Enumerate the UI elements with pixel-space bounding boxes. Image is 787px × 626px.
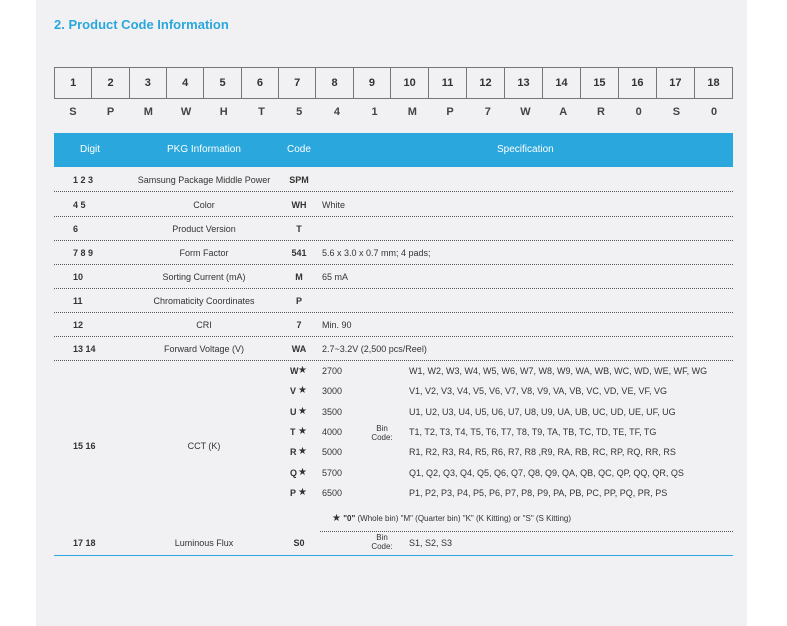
header-spec: Specification [497, 144, 554, 155]
star-icon: ★ [298, 405, 307, 417]
digit-cell: 16 [618, 68, 656, 99]
row-code: WA [291, 344, 307, 354]
cct-temp: 4000 [322, 426, 343, 437]
cct-code: Q [290, 467, 298, 478]
code-letter: S [672, 106, 681, 118]
spec-row [54, 288, 733, 313]
digit-cell: 5 [204, 68, 241, 99]
code-letter: W [180, 106, 192, 118]
cct-bins: R1, R2, R3, R4, R5, R6, R7, R8 ,R9, RA, RB, RC, RP, RQ, RR, RS [409, 447, 676, 458]
row-digit: 12 [73, 320, 84, 330]
row-pkg: CRI [196, 320, 212, 330]
row-pkg: Forward Voltage (V) [163, 344, 245, 354]
code-letter: 0 [711, 106, 718, 118]
digit-cell: 7 [279, 68, 316, 99]
row-pkg: Form Factor [179, 248, 229, 258]
code-row [54, 106, 733, 118]
row-pkg: Samsung Package Middle Power [137, 175, 271, 185]
code-letter: 7 [484, 106, 491, 118]
digit-cell: 2 [92, 68, 129, 99]
digit-cell: 6 [241, 68, 278, 99]
cct-pkg: CCT (K) [187, 441, 221, 451]
code-letter: A [559, 106, 568, 118]
code-letter: T [258, 106, 265, 118]
digit-cell: 17 [656, 68, 694, 99]
code-letter: H [219, 106, 228, 118]
cct-code: W [290, 366, 299, 376]
cct-bin-label: Bin Code: [371, 424, 393, 442]
cct-temp: 2700 [322, 366, 343, 376]
digit-cell: 10 [391, 68, 429, 99]
spec-row [54, 192, 733, 217]
cct-code: U [290, 406, 297, 417]
section-title: 2. Product Code Information [54, 17, 229, 32]
cct-temp: 3000 [322, 386, 343, 397]
flux-spec: S1, S2, S3 [409, 538, 453, 548]
row-digit: 6 [73, 224, 79, 234]
row-pkg: Color [193, 200, 215, 210]
row-digit: 7 8 9 [73, 248, 94, 258]
cct-note [332, 513, 571, 524]
code-letter: P [106, 106, 115, 118]
row-digit: 1 2 3 [73, 175, 94, 185]
header-digit: Digit [80, 144, 101, 155]
row-spec: Min. 90 [322, 320, 352, 330]
star-icon: ★ [298, 425, 307, 437]
flux-bin-label: Bin Code: [371, 533, 393, 551]
digit-cell: 4 [167, 68, 204, 99]
star-icon: ★ [298, 365, 307, 376]
note-rest: (Whole bin) "M" (Quarter bin) "K" (K Kitting) or "S" (S Kitting) [355, 514, 572, 523]
star-icon: ★ [298, 446, 307, 458]
spec-row [54, 167, 733, 192]
cct-row [54, 359, 733, 532]
cct-code: T [290, 426, 296, 437]
row-spec: 5.6 x 3.0 x 0.7 mm; 4 pads; [322, 248, 431, 258]
row-code: SPM [289, 175, 309, 185]
code-letter: 5 [296, 106, 303, 118]
row-digit: 10 [73, 272, 84, 282]
row-code: 7 [296, 320, 302, 330]
digit-table [54, 67, 733, 99]
row-code: 541 [291, 248, 307, 258]
code-letter: 0 [635, 106, 642, 118]
star-icon: ★ [298, 486, 307, 498]
digit-cell: 12 [467, 68, 505, 99]
cct-temp: 6500 [322, 487, 343, 498]
cct-bins: T1, T2, T3, T4, T5, T6, T7, T8, T9, TA, TB, TC, TD, TE, TF, TG [409, 426, 657, 437]
row-code: T [296, 224, 302, 234]
row-code: P [295, 296, 302, 306]
note-zero: "0" [343, 514, 356, 523]
spec-row [54, 216, 733, 241]
code-letter: 1 [371, 106, 378, 118]
row-pkg: Chromaticity Coordinates [153, 296, 255, 306]
row-spec: 65 mA [322, 272, 349, 282]
star-icon: ★ [298, 385, 307, 397]
row-code: M [295, 272, 303, 282]
cct-bins: W1, W2, W3, W4, W5, W6, W7, W8, W9, WA, WB, WC, WD, WE, WF, WG [409, 366, 708, 376]
flux-digit: 17 18 [73, 538, 96, 548]
cct-temp: 5700 [322, 467, 343, 478]
row-digit: 13 14 [73, 344, 96, 354]
spec-row [54, 264, 733, 289]
header-code: Code [287, 144, 311, 155]
flux-pkg: Luminous Flux [174, 538, 234, 548]
cct-bins: P1, P2, P3, P4, P5, P6, P7, P8, P9, PA, PB, PC, PP, PQ, PR, PS [409, 487, 668, 498]
cct-digit: 15 16 [73, 441, 96, 451]
code-letter: R [596, 106, 605, 118]
cct-bins: U1, U2, U3, U4, U5, U6, U7, U8, U9, UA, UB, UC, UD, UE, UF, UG [409, 406, 676, 417]
digit-cell: 9 [353, 68, 390, 99]
code-letter: S [69, 106, 77, 118]
row-spec: 2.7~3.2V (2,500 pcs/Reel) [322, 344, 427, 354]
code-letter: M [143, 106, 153, 118]
spec-row [54, 312, 733, 337]
code-letter: 4 [333, 106, 340, 118]
code-letter: W [520, 106, 531, 118]
flux-code: S0 [293, 538, 305, 548]
digit-cell: 14 [542, 68, 580, 99]
row-pkg: Product Version [172, 224, 236, 234]
digit-cell: 13 [504, 68, 542, 99]
spec-row [54, 240, 733, 265]
digit-cell: 1 [55, 68, 92, 99]
cct-temp: 5000 [322, 447, 343, 458]
cct-code: V [290, 386, 297, 397]
row-spec: White [322, 200, 346, 210]
digit-cell: 8 [316, 68, 353, 99]
table-bottom-line [54, 555, 733, 556]
header-pkg: PKG Information [167, 144, 241, 155]
spec-row [54, 336, 733, 361]
code-letter: P [446, 106, 454, 118]
star-icon: ★ [332, 513, 341, 524]
cct-bins: V1, V2, V3, V4, V5, V6, V7, V8, V9, VA, VB, VC, VD, VE, VF, VG [409, 386, 667, 397]
digit-cell: 3 [129, 68, 166, 99]
digit-cell: 15 [580, 68, 618, 99]
row-digit: 4 5 [73, 200, 86, 210]
digit-cell: 11 [429, 68, 467, 99]
star-icon: ★ [298, 466, 307, 478]
row-code: WH [291, 200, 307, 210]
digit-cell: 18 [694, 68, 732, 99]
cct-code: R [290, 447, 297, 458]
spec-header [54, 133, 733, 167]
flux-row [54, 532, 733, 554]
cct-temp: 3500 [322, 406, 343, 417]
cct-code: P [290, 487, 297, 498]
row-pkg: Sorting Current (mA) [162, 272, 246, 282]
cct-bins: Q1, Q2, Q3, Q4, Q5, Q6, Q7, Q8, Q9, QA, QB, QC, QP, QQ, QR, QS [409, 467, 684, 478]
row-digit: 11 [73, 296, 83, 306]
code-letter: M [407, 106, 417, 118]
